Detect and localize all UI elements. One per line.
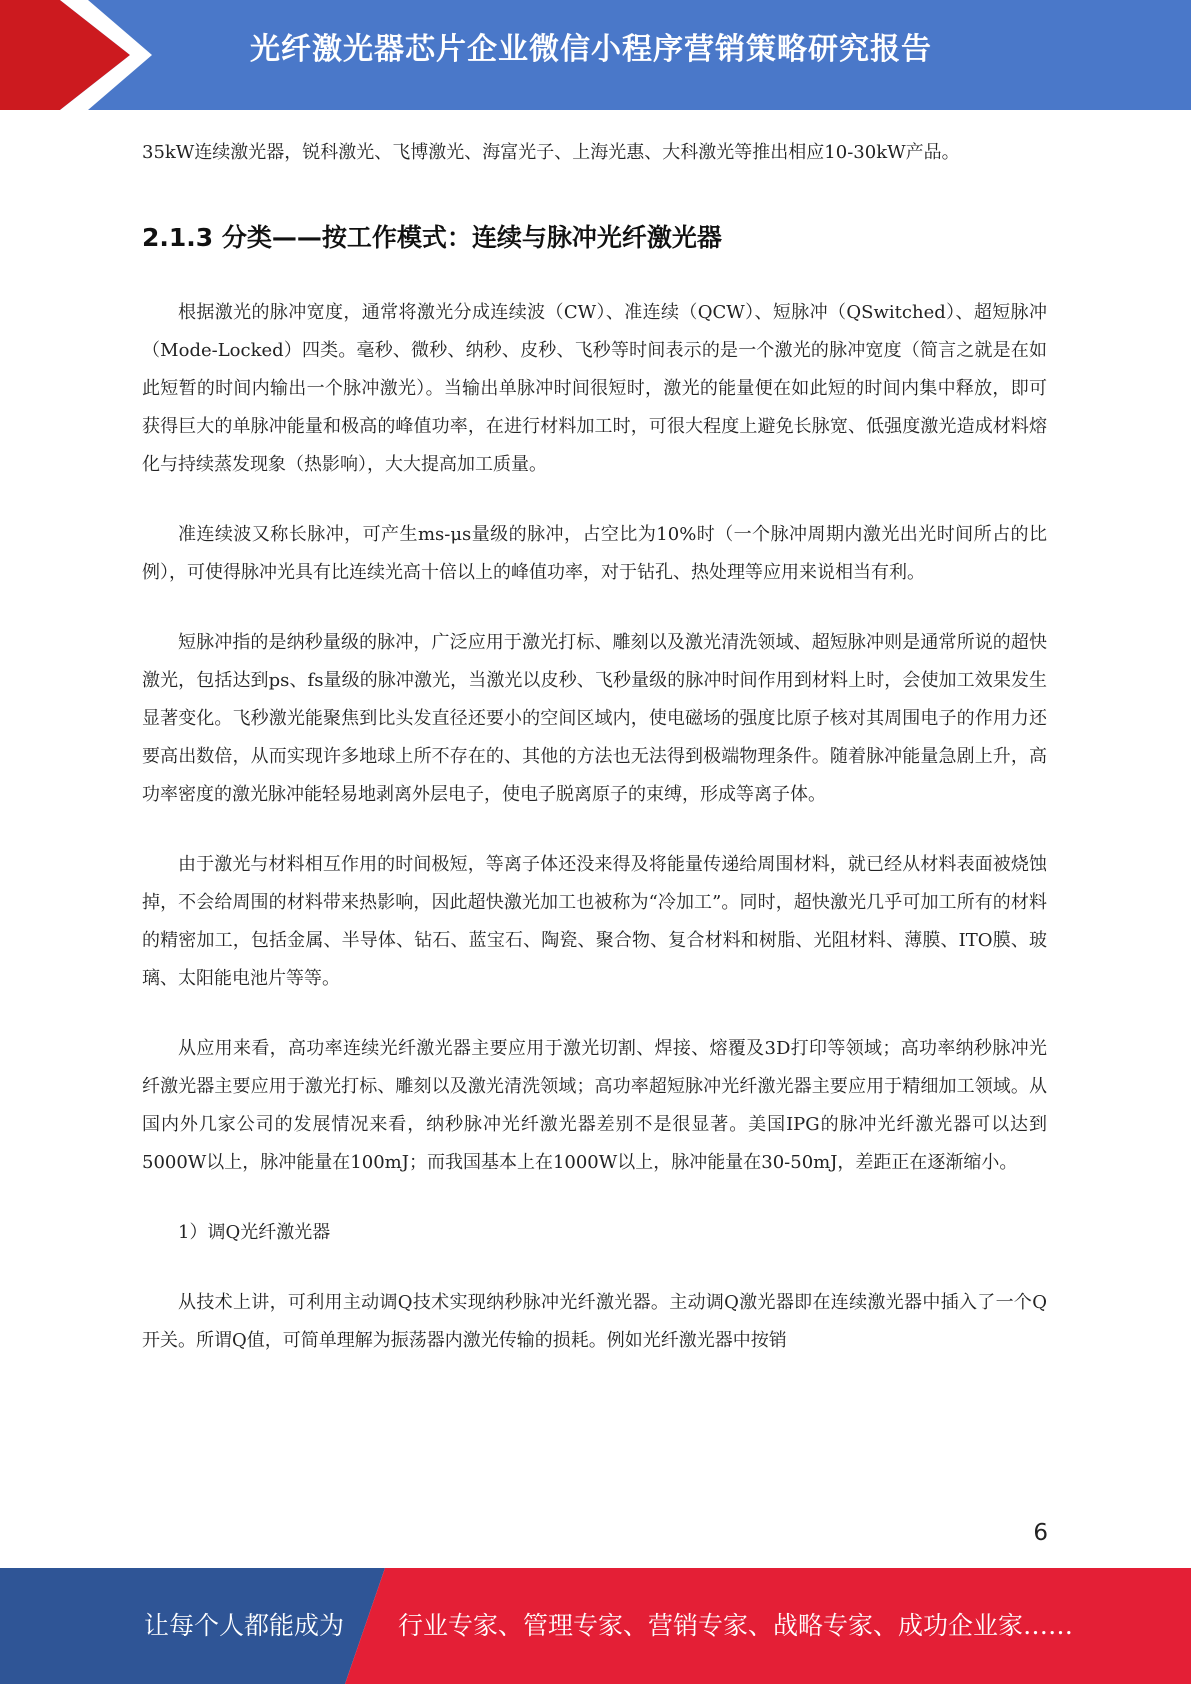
footer-slogan-right: 行业专家、管理专家、营销专家、战略专家、成功企业家…… bbox=[398, 1611, 1074, 1640]
list-subheading: 1）调Q光纤激光器 bbox=[178, 1222, 331, 1243]
page-header bbox=[0, 0, 1191, 110]
paragraph: 从技术上讲，可利用主动调Q技术实现纳秒脉冲光纤激光器。主动调Q激光器即在连续激光器中插入了一个Q开关。所谓Q值，可简单理解为振荡器内激光传输的损耗。例如光纤激光器中按销 bbox=[142, 1292, 1047, 1351]
paragraph: 短脉冲指的是纳秒量级的脉冲，广泛应用于激光打标、雕刻以及激光清洗领域、超短脉冲则是通常所说的超快激光，包括达到ps、fs量级的脉冲激光，当激光以皮秒、飞秒量级的脉冲时间作用到材料上时，会使加工效果发生显著变化。飞秒激光能聚焦到比头发直径还要小的空间区域内，使电磁场的强度比原子核对其周围电子的作用力还要高出数倍，从而实现许多地球上所不存在的、其他的方法也无法得到极端物理条件。随着脉冲能量急剧上升，高功率密度的激光脉冲能轻易地剥离外层电子，使电子脱离原子的束缚，形成等离子体。 bbox=[142, 632, 1047, 805]
paragraph: 准连续波又称长脉冲，可产生ms-μs量级的脉冲，占空比为10%时（一个脉冲周期内激光出光时间所占的比例），可使得脉冲光具有比连续光高十倍以上的峰值功率，对于钻孔、热处理等应用来说相当有利。 bbox=[142, 524, 1047, 583]
paragraph: 根据激光的脉冲宽度，通常将激光分成连续波（CW）、准连续（QCW）、短脉冲（QSwitched）、超短脉冲（Mode-Locked）四类。毫秒、微秒、纳秒、皮秒、飞秒等时间表示的是一个激光的脉冲宽度（简言之就是在如此短暂的时间内输出一个脉冲激光）。当输出单脉冲时间很短时，激光的能量便在如此短的时间内集中释放，即可获得巨大的单脉冲能量和极高的峰值功率，在进行材料加工时，可很大程度上避免长脉宽、低强度激光造成材料熔化与持续蒸发现象（热影响），大大提高加工质量。 bbox=[142, 302, 1047, 475]
footer-slogan-left: 让每个人都能成为 bbox=[144, 1611, 345, 1640]
page-number: 6 bbox=[1033, 1520, 1048, 1546]
paragraph-continuation: 35kW连续激光器，锐科激光、飞博激光、海富光子、上海光惠、大科激光等推出相应10-30kW产品。 bbox=[142, 142, 960, 163]
paragraph: 从应用来看，高功率连续光纤激光器主要应用于激光切割、焊接、熔覆及3D打印等领域；高功率纳秒脉冲光纤激光器主要应用于激光打标、雕刻以及激光清洗领域；高功率超短脉冲光纤激光器主要应用于精细加工领域。从国内外几家公司的发展情况来看，纳秒脉冲光纤激光器差别不是很显著。美国IPG的脉冲光纤激光器可以达到5000W以上，脉冲能量在100mJ；而我国基本上在1000W以上，脉冲能量在30-50mJ，差距正在逐渐缩小。 bbox=[142, 1038, 1047, 1173]
paragraph: 由于激光与材料相互作用的时间极短，等离子体还没来得及将能量传递给周围材料，就已经从材料表面被烧蚀掉，不会给周围的材料带来热影响，因此超快激光加工也被称为“冷加工”。同时，超快激光几乎可加工所有的材料的精密加工，包括金属、半导体、钻石、蓝宝石、陶瓷、聚合物、复合材料和树脂、光阻材料、薄膜、ITO膜、玻璃、太阳能电池片等等。 bbox=[142, 854, 1047, 989]
page-body bbox=[142, 134, 1047, 1360]
report-title: 光纤激光器芯片企业微信小程序营销策略研究报告 bbox=[250, 32, 932, 67]
page-footer bbox=[0, 1568, 1191, 1684]
section-heading: 2.1.3 分类——按工作模式：连续与脉冲光纤激光器 bbox=[142, 223, 722, 252]
